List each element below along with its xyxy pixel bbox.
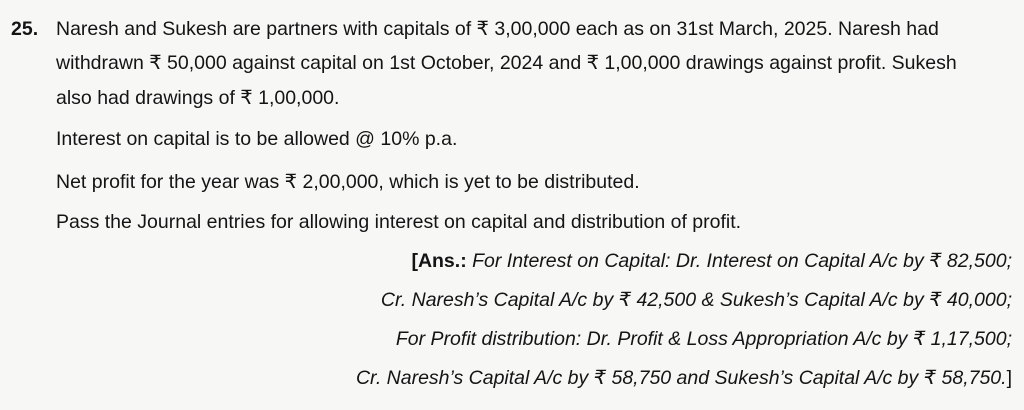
answer-text-1: For Interest on Capital: Dr. Interest on Capital A/c by ₹ 82,500;: [472, 250, 1012, 272]
answer-text-4: Cr. Naresh’s Capital A/c by ₹ 58,750 and Sukesh’s Capital A/c by ₹ 58,750.: [355, 367, 1007, 389]
answer-open-bracket: [: [411, 250, 418, 272]
question-number: 25.: [11, 18, 39, 40]
answer-close-bracket: ]: [1006, 367, 1012, 389]
answer-line-4: [356, 366, 1012, 390]
question-line-3: also had drawings of ₹ 1,00,000.: [56, 87, 340, 109]
answer-line-3: For Profit distribution: Dr. Profit & Loss Appropriation A/c by ₹ 1,17,500;: [395, 328, 1012, 350]
question-line-4: Interest on capital is to be allowed @ 10% p.a.: [56, 128, 458, 150]
question-line-6: Pass the Journal entries for allowing interest on capital and distribution of profit.: [56, 211, 742, 233]
answer-line-1: [411, 249, 1012, 273]
question-line-2: withdrawn ₹ 50,000 against capital on 1st October, 2024 and ₹ 1,00,000 drawings against profit. Sukesh: [56, 52, 957, 74]
answer-label: Ans.:: [417, 250, 467, 272]
question-line-1: Naresh and Sukesh are partners with capitals of ₹ 3,00,000 each as on 31st March, 2025. Naresh had: [56, 18, 939, 40]
answer-line-2: Cr. Naresh’s Capital A/c by ₹ 42,500 & Sukesh’s Capital A/c by ₹ 40,000;: [380, 289, 1012, 311]
question-line-5: Net profit for the year was ₹ 2,00,000, which is yet to be distributed.: [56, 171, 640, 193]
